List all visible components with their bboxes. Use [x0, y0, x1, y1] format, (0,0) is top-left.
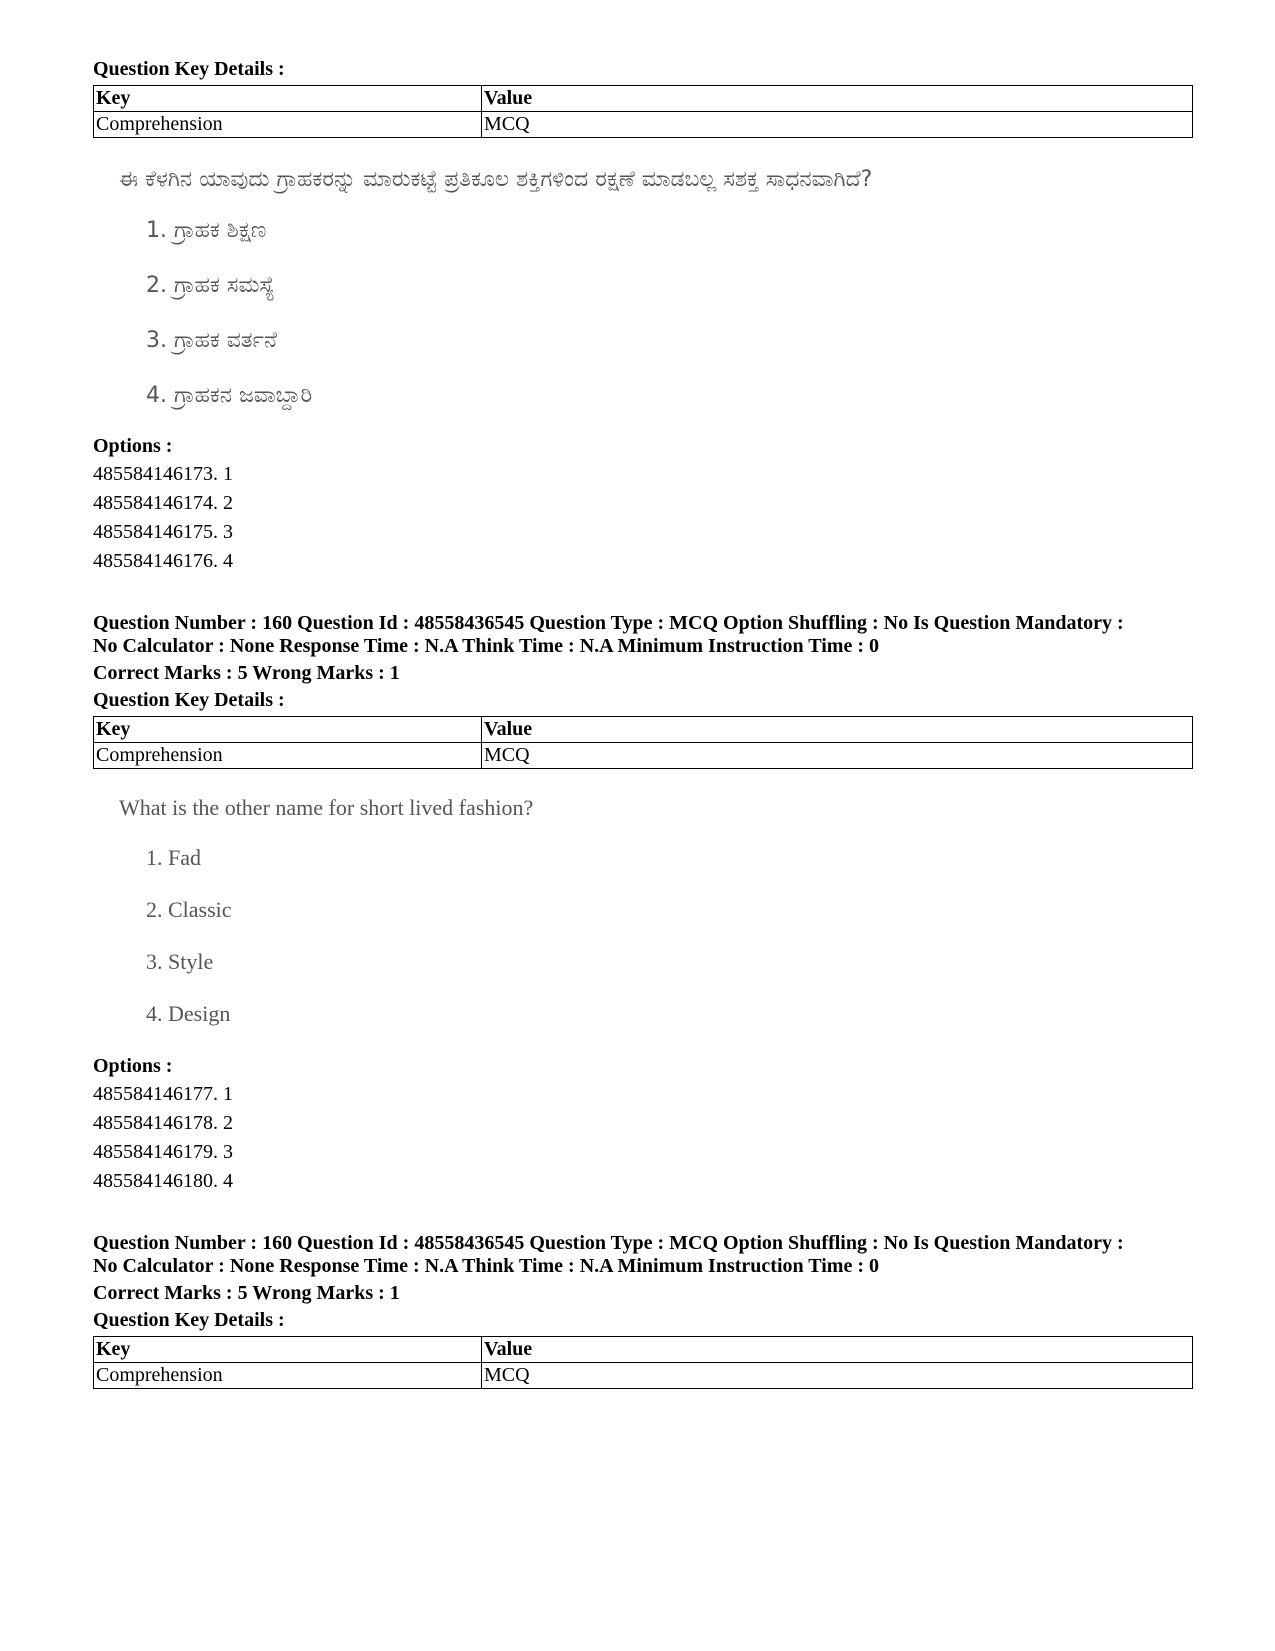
options-list [93, 460, 1193, 576]
table-header-value: Value [482, 86, 1193, 112]
table-header-key: Key [94, 86, 482, 112]
table-header-value: Value [482, 717, 1193, 743]
question-choice: 3. ಗ್ರಾಹಕ ವರ್ತನೆ [146, 328, 278, 353]
table-cell-value: MCQ [482, 1363, 1193, 1389]
question-choice: 2. ಗ್ರಾಹಕ ಸಮಸ್ಯೆ [146, 273, 275, 298]
key-details-label: Question Key Details : [93, 1309, 285, 1331]
question-meta-line: Question Number : 160 Question Id : 48558436545 Question Type : MCQ Option Shuffling : No Is Question Mandatory : [93, 1232, 1124, 1254]
key-details-label: Question Key Details : [93, 689, 285, 711]
question-choice: 2. Classic [146, 897, 232, 922]
question-meta-line: Question Number : 160 Question Id : 48558436545 Question Type : MCQ Option Shuffling : No Is Question Mandatory : [93, 612, 1124, 634]
option-item: 485584146178. 2 [93, 1112, 233, 1134]
question-choice: 1. ಗ್ರಾಹಕ ಶಿಕ್ಷಣ [146, 218, 267, 243]
option-item: 485584146174. 2 [93, 492, 233, 514]
table-cell-value: MCQ [482, 112, 1193, 138]
table-header-key: Key [94, 1337, 482, 1363]
question-image [93, 793, 1193, 1029]
key-details-table [93, 85, 1193, 138]
table-cell-key: Comprehension [94, 743, 482, 769]
options-label: Options : [93, 1055, 173, 1077]
marks-line: Correct Marks : 5 Wrong Marks : 1 [93, 662, 400, 684]
table-cell-value: MCQ [482, 743, 1193, 769]
question-block [93, 58, 1193, 576]
key-details-table [93, 716, 1193, 769]
question-stem: What is the other name for short lived fashion? [119, 795, 534, 820]
option-item: 485584146177. 1 [93, 1083, 233, 1105]
table-cell-key: Comprehension [94, 1363, 482, 1389]
option-item: 485584146179. 3 [93, 1141, 233, 1163]
question-meta-line: No Calculator : None Response Time : N.A Think Time : N.A Minimum Instruction Time : 0 [93, 1255, 879, 1277]
question-stem: ಈ ಕೆಳಗಿನ ಯಾವುದು ಗ್ರಾಹಕರನ್ನು ಮಾರುಕಟ್ಟೆ ಪ್ರತಿಕೂಲ ಶಕ್ತಿಗಳಿಂದ ರಕ್ಷಣೆ ಮಾಡಬಲ್ಲ ಸಶಕ್ತ ಸಾಧನವಾಗಿದೆ? [119, 167, 873, 192]
question-meta-line: No Calculator : None Response Time : N.A Think Time : N.A Minimum Instruction Time : 0 [93, 635, 879, 657]
marks-line: Correct Marks : 5 Wrong Marks : 1 [93, 1282, 400, 1304]
options-list [93, 1080, 1193, 1196]
question-image [93, 164, 1193, 411]
key-details-table [93, 1336, 1193, 1389]
table-header-key: Key [94, 717, 482, 743]
question-choice: 1. Fad [146, 845, 201, 870]
option-item: 485584146180. 4 [93, 1170, 233, 1192]
question-block [93, 612, 1193, 1196]
question-choice: 4. Design [146, 1001, 231, 1026]
document-page [93, 58, 1193, 1389]
option-item: 485584146176. 4 [93, 550, 233, 572]
option-item: 485584146173. 1 [93, 463, 233, 485]
option-item: 485584146175. 3 [93, 521, 233, 543]
question-choice: 4. ಗ್ರಾಹಕನ ಜವಾಬ್ದಾರಿ [146, 383, 313, 408]
key-details-label: Question Key Details : [93, 58, 285, 80]
question-choice: 3. Style [146, 949, 214, 974]
question-block [93, 1232, 1193, 1389]
table-cell-key: Comprehension [94, 112, 482, 138]
table-header-value: Value [482, 1337, 1193, 1363]
options-label: Options : [93, 435, 173, 457]
